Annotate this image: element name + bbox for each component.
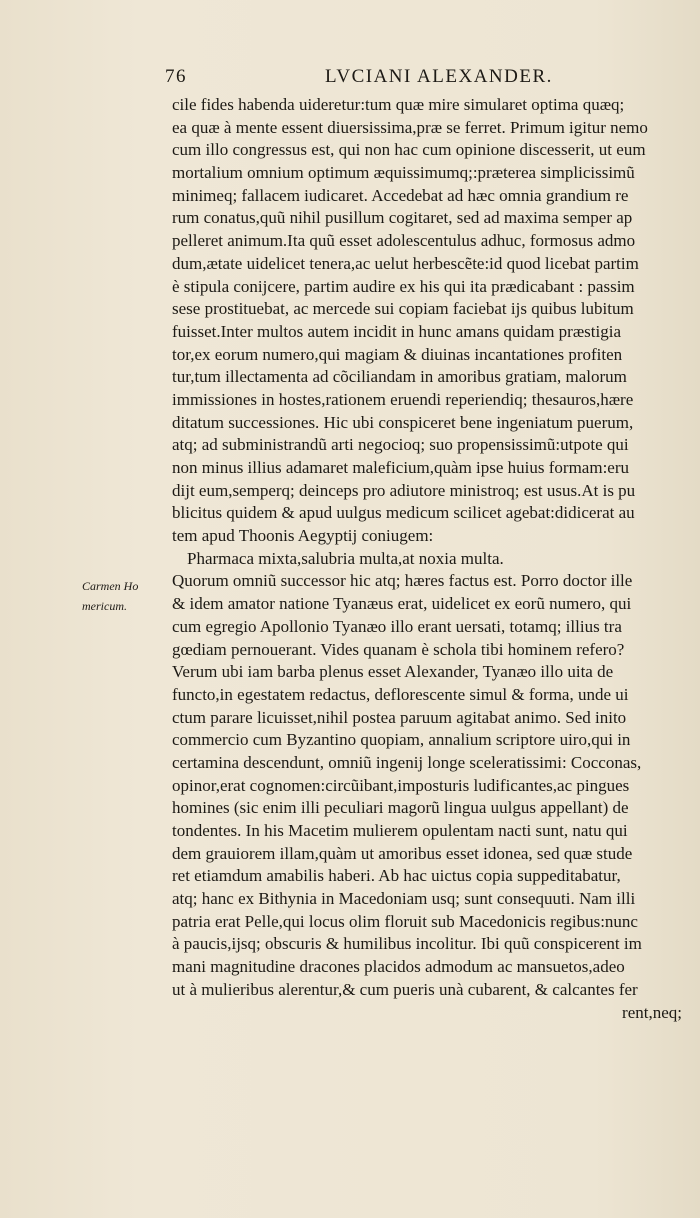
text-line: tor,ex eorum numero,qui magiam & diuinas incantationes profiten bbox=[172, 344, 623, 364]
text-line: à paucis,ijsq; obscuris & humilibus incolitur. Ibi quũ conspicerent im bbox=[172, 934, 642, 954]
text-line: Verum ubi iam barba plenus esset Alexander, Tyanæo illo uita de bbox=[172, 662, 614, 682]
text-line: dum,ætate uidelicet tenera,ac uelut herbescẽte:id quod licebat partim bbox=[172, 253, 639, 273]
text-line: homines (sic enim illi peculiari magorũ lingua uulgus appellant) de bbox=[172, 798, 629, 818]
text-line: ea quæ à mente essent diuersissima,præ se ferret. Primum igitur nemo bbox=[172, 117, 648, 137]
text-line: gœdiam pernouerant. Vides quanam è schola tibi hominem refero? bbox=[172, 639, 625, 659]
text-line: patria erat Pelle,qui locus olim floruit sub Macedonicis regibus:nunc bbox=[172, 911, 638, 931]
margin-note bbox=[82, 576, 170, 616]
margin-note-line: mericum. bbox=[82, 599, 127, 613]
text-line: è stipula conijcere, partim audire ex his qui ita prædicabant : passim bbox=[172, 276, 635, 296]
running-title: LVCIANI ALEXANDER. bbox=[325, 66, 553, 87]
text-line: non minus illius adamaret maleficium,quàm ipse huius formam:eru bbox=[172, 458, 630, 477]
text-line: mortalium omnium optimum æquissimumq;:præterea simplicissimũ bbox=[172, 163, 635, 183]
text-line: ut à mulieribus alerentur,& cum pueris unà cubarent, & calcantes fer bbox=[172, 979, 638, 999]
body-text bbox=[172, 94, 692, 1024]
text-line: opinor,erat cognomen:circũibant,imposturis ludificantes,ac pingues bbox=[172, 775, 630, 795]
running-head bbox=[165, 66, 585, 92]
catchword-line: rent,neq; bbox=[622, 1002, 682, 1022]
text-line: immissiones in hostes,rationem eruendi reperiendiq; thesauros,hære bbox=[172, 389, 634, 409]
text-line: ditatum successiones. Hic ubi conspiceret bene ingeniatum puerum, bbox=[172, 412, 634, 432]
text-line: pelleret animum.Ita quũ esset adolescentulus adhuc, formosus admo bbox=[172, 231, 636, 251]
text-line: Quorum omniũ successor hic atq; hæres factus est. Porro doctor ille bbox=[172, 571, 633, 591]
text-line: ret etiamdum amabilis haberi. Ab hac uictus copia suppeditabatur, bbox=[172, 866, 621, 886]
text-line: tur,tum illectamenta ad cõciliandam in amoribus gratiam, malorum bbox=[172, 367, 627, 387]
text-line: & idem amator natione Tyanæus erat, uidelicet ex eorũ numero, qui bbox=[172, 594, 632, 614]
text-line: cum egregio Apollonio Tyanæo illo erant uersati, totamq; illius tra bbox=[172, 616, 622, 636]
verse-line: Pharmaca mixta,salubria multa,at noxia multa. bbox=[187, 548, 504, 568]
text-line: dijt eum,semperq; deinceps pro adiutore ministroq; est usus.At is pu bbox=[172, 480, 636, 500]
text-line: dem grauiorem illam,quàm ut amoribus esset idonea, sed quæ stude bbox=[172, 843, 633, 863]
text-line: minimeq; fallacem iudicaret. Accedebat ad hæc omnia grandium re bbox=[172, 185, 629, 205]
text-line: sese prostituebat, ac mercede sui copiam faciebat ijs quibus lubitum bbox=[172, 299, 634, 319]
text-line: blicitus quidem & apud uulgus medicum scilicet agebat:didicerat au bbox=[172, 503, 635, 523]
text-line: cum illo congressus est, qui non hac cum opinione discesserit, ut eum bbox=[172, 140, 646, 160]
text-line: tondentes. In his Macetim mulierem opulentam nacti sunt, natu qui bbox=[172, 821, 628, 840]
margin-note-line: Carmen Ho bbox=[82, 579, 139, 593]
text-line: certamina descendunt, omniũ ingenij longe sceleratissimi: Cocconas, bbox=[172, 752, 642, 772]
text-line: atq; hanc ex Bithynia in Macedoniam usq; sunt consequuti. Nam illi bbox=[172, 889, 636, 909]
text-line: ctum parare licuisset,nihil postea paruum agitabat animo. Sed inito bbox=[172, 707, 627, 727]
text-line: tem apud Thoonis Aegyptij coniugem: bbox=[172, 526, 434, 546]
text-line: rum conatus,quũ nihil pusillum cogitaret, sed ad maxima semper ap bbox=[172, 208, 633, 228]
text-line: atq; ad subministrandũ arti negocioq; suo propensissimũ:utpote qui bbox=[172, 435, 629, 455]
text-line: commercio cum Byzantino quopiam, annalium scriptore uiro,qui in bbox=[172, 730, 631, 750]
text-line: mani magnitudine dracones placidos admodum ac mansuetos,adeo bbox=[172, 957, 625, 977]
text-line: functo,in egestatem redactus, deflorescente simul & forma, unde ui bbox=[172, 684, 629, 704]
page-number: 76 bbox=[165, 66, 187, 87]
text-line: cile fides habenda uideretur:tum quæ mire simularet optima quæq; bbox=[172, 95, 625, 114]
text-line: fuisset.Inter multos autem incidit in hunc amans quidam præstigia bbox=[172, 321, 622, 341]
